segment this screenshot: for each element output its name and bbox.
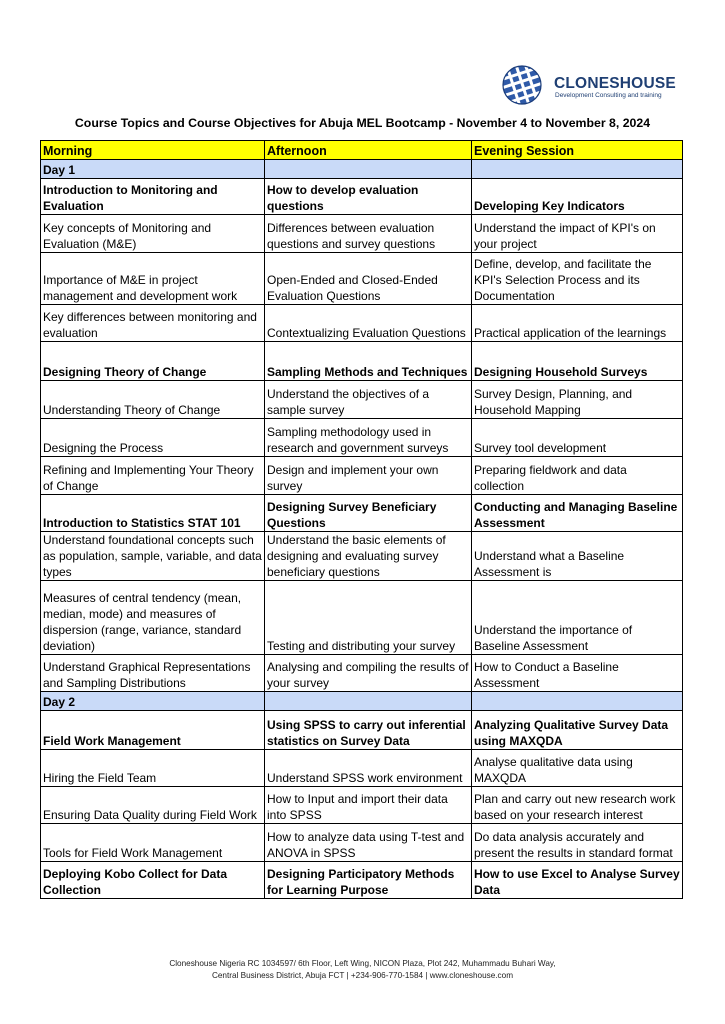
course-schedule-table [40, 140, 683, 899]
evening-cell: Understand the impact of KPI's on your project [472, 215, 683, 253]
column-header-evening: Evening Session [472, 141, 683, 160]
afternoon-cell: Sampling Methods and Techniques [265, 342, 472, 381]
afternoon-cell: Design and implement your own survey [265, 457, 472, 495]
evening-cell: How to use Excel to Analyse Survey Data [472, 862, 683, 899]
evening-cell: Preparing fieldwork and data collection [472, 457, 683, 495]
evening-cell: Understand the importance of Baseline Assessment [472, 581, 683, 655]
morning-cell: Hiring the Field Team [41, 750, 265, 787]
evening-cell: Practical application of the learnings [472, 305, 683, 342]
day-2-row [41, 692, 683, 711]
footer [0, 958, 725, 982]
afternoon-cell: Open-Ended and Closed-Ended Evaluation Questions [265, 253, 472, 305]
morning-cell: Key differences between monitoring and evaluation [41, 305, 265, 342]
morning-cell: Measures of central tendency (mean, median, mode) and measures of dispersion (range, variance, standard deviation) [41, 581, 265, 655]
table-row [41, 750, 683, 787]
empty-cell [265, 692, 472, 711]
afternoon-cell: Designing Participatory Methods for Learning Purpose [265, 862, 472, 899]
afternoon-cell: Designing Survey Beneficiary Questions [265, 495, 472, 532]
morning-cell: Tools for Field Work Management [41, 824, 265, 862]
topic-row [41, 862, 683, 899]
afternoon-cell: Understand the basic elements of designing and evaluating survey beneficiary questions [265, 532, 472, 581]
morning-cell: Designing the Process [41, 419, 265, 457]
evening-cell: Survey tool development [472, 419, 683, 457]
empty-cell [472, 160, 683, 179]
afternoon-cell: Understand SPSS work environment [265, 750, 472, 787]
table-row [41, 419, 683, 457]
morning-cell: Deploying Kobo Collect for Data Collection [41, 862, 265, 899]
document-title: Course Topics and Course Objectives for Abuja MEL Bootcamp - November 4 to November 8, 2024 [74, 116, 651, 130]
evening-cell: How to Conduct a Baseline Assessment [472, 655, 683, 692]
logo-brand-text: CLONESHOUSE [554, 75, 676, 92]
evening-cell: Plan and carry out new research work based on your research interest [472, 787, 683, 824]
evening-cell: Analyzing Qualitative Survey Data using MAXQDA [472, 711, 683, 750]
morning-cell: Key concepts of Monitoring and Evaluation (M&E) [41, 215, 265, 253]
table-row [41, 532, 683, 581]
globe-icon [500, 63, 548, 107]
afternoon-cell: Testing and distributing your survey [265, 581, 472, 655]
evening-cell: Designing Household Surveys [472, 342, 683, 381]
day-1-row [41, 160, 683, 179]
morning-cell: Importance of M&E in project management and development work [41, 253, 265, 305]
empty-cell [265, 160, 472, 179]
afternoon-cell: How to analyze data using T-test and ANOVA in SPSS [265, 824, 472, 862]
footer-address-line-1: Cloneshouse Nigeria RC 1034597/ 6th Floor, Left Wing, NICON Plaza, Plot 242, Muhammadu Buhari Way, [169, 959, 556, 968]
afternoon-cell: How to Input and import their data into SPSS [265, 787, 472, 824]
morning-cell: Introduction to Monitoring and Evaluation [41, 179, 265, 215]
table-row [41, 581, 683, 655]
column-header-morning: Morning [41, 141, 265, 160]
morning-cell: Designing Theory of Change [41, 342, 265, 381]
day-label: Day 2 [41, 692, 265, 711]
header-row [41, 141, 683, 160]
empty-cell [472, 692, 683, 711]
table-row [41, 457, 683, 495]
table-row [41, 215, 683, 253]
morning-cell: Understand foundational concepts such as population, sample, variable, and data types [41, 532, 265, 581]
topic-row [41, 342, 683, 381]
logo-tagline: Development Consulting and training [555, 92, 662, 99]
evening-cell: Understand what a Baseline Assessment is [472, 532, 683, 581]
evening-cell: Developing Key Indicators [472, 179, 683, 215]
morning-cell: Field Work Management [41, 711, 265, 750]
table-row [41, 381, 683, 419]
afternoon-cell: Differences between evaluation questions and survey questions [265, 215, 472, 253]
table-row [41, 824, 683, 862]
morning-cell: Introduction to Statistics STAT 101 [41, 495, 265, 532]
footer-address-line-2: Central Business District, Abuja FCT | +234-906-770-1584 | www.cloneshouse.com [211, 971, 514, 980]
topic-row [41, 711, 683, 750]
topic-row [41, 179, 683, 215]
afternoon-cell: How to develop evaluation questions [265, 179, 472, 215]
afternoon-cell: Analysing and compiling the results of your survey [265, 655, 472, 692]
table-row [41, 655, 683, 692]
day-label: Day 1 [41, 160, 265, 179]
topic-row [41, 495, 683, 532]
afternoon-cell: Using SPSS to carry out inferential statistics on Survey Data [265, 711, 472, 750]
column-header-afternoon: Afternoon [265, 141, 472, 160]
evening-cell: Analyse qualitative data using MAXQDA [472, 750, 683, 787]
morning-cell: Understanding Theory of Change [41, 381, 265, 419]
evening-cell: Conducting and Managing Baseline Assessment [472, 495, 683, 532]
morning-cell: Refining and Implementing Your Theory of Change [41, 457, 265, 495]
afternoon-cell: Contextualizing Evaluation Questions [265, 305, 472, 342]
evening-cell: Do data analysis accurately and present the results in standard format [472, 824, 683, 862]
table-row [41, 253, 683, 305]
evening-cell: Define, develop, and facilitate the KPI's Selection Process and its Documentation [472, 253, 683, 305]
afternoon-cell: Sampling methodology used in research and government surveys [265, 419, 472, 457]
morning-cell: Understand Graphical Representations and Sampling Distributions [41, 655, 265, 692]
evening-cell: Survey Design, Planning, and Household Mapping [472, 381, 683, 419]
morning-cell: Ensuring Data Quality during Field Work [41, 787, 265, 824]
afternoon-cell: Understand the objectives of a sample survey [265, 381, 472, 419]
company-logo [500, 63, 690, 107]
table-row [41, 787, 683, 824]
table-row [41, 305, 683, 342]
